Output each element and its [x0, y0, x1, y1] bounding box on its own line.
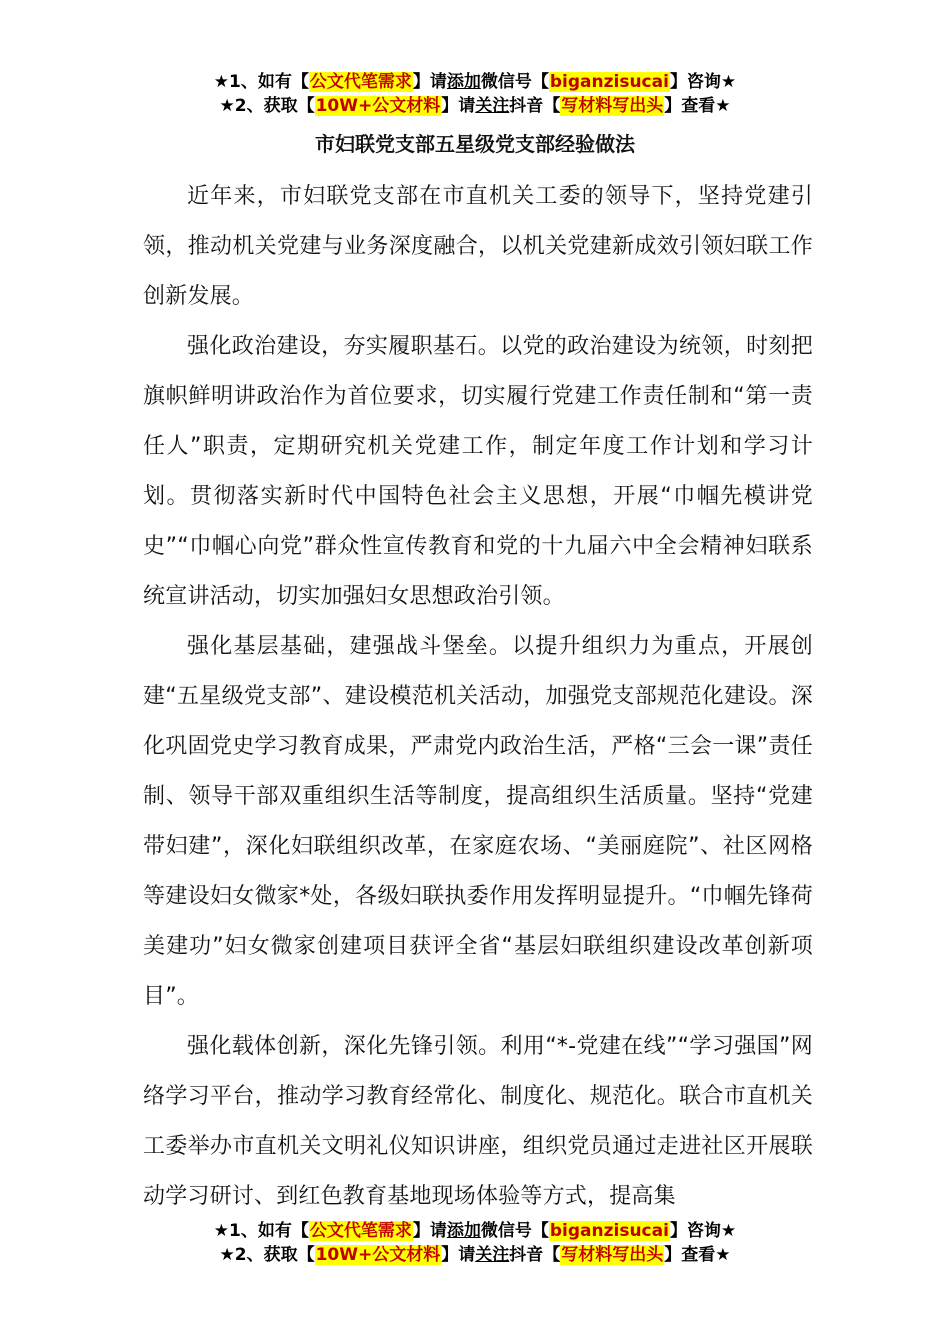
- promo-underlined-follow: 关注: [475, 1245, 510, 1265]
- promo-line-2-suffix: 】查看★: [664, 96, 731, 116]
- promo-underlined-follow: 关注: [475, 96, 510, 116]
- promo-line-1-prefix: ★1、如有【: [213, 72, 309, 92]
- paragraph-intro: 近年来，市妇联党支部在市直机关工委的领导下，坚持党建引领，推动机关党建与业务深度融合，以机关党建新成效引领妇联工作创新发展。: [143, 184, 813, 309]
- promo-line-1-mid1: 】请: [412, 72, 447, 92]
- promo-line-2-suffix: 】查看★: [664, 1245, 731, 1265]
- promo-line-1: [0, 1219, 950, 1243]
- promo-line-1-mid2: 微信号【: [480, 1221, 549, 1241]
- promo-line-1-mid2: 微信号【: [480, 72, 549, 92]
- promo-highlight-service: 公文代笔需求: [309, 72, 412, 92]
- promo-highlight-service: 公文代笔需求: [309, 1221, 412, 1241]
- paragraph-political-construction: 强化政治建设，夯实履职基石。以党的政治建设为统领，时刻把旗帜鲜明讲政治作为首位要求，切实履行党建工作责任制和“第一责任人”职责，定期研究机关党建工作，制定年度工作计划和学习计划。贯彻落实新时代中国特色社会主义思想，开展“巾帼先模讲党史”“巾帼心向党”群众性宣传教育和党的十九届六中全会精神妇联系统宣讲活动，切实加强妇女思想政治引领。: [143, 334, 813, 609]
- promo-line-2-mid1: 】请: [441, 96, 476, 116]
- promo-highlight-douyin: 写材料写出头: [561, 96, 664, 116]
- promo-highlight-materials: 10W+公文材料: [315, 1245, 441, 1265]
- promo-line-1-suffix: 】咨询★: [669, 72, 737, 92]
- paragraph-grassroots-foundation: 强化基层基础，建强战斗堡垒。以提升组织力为重点，开展创建“五星级党支部”、建设模范机关活动，加强党支部规范化建设。深化巩固党史学习教育成果，严肃党内政治生活，严格“三会一课”责任制、领导干部双重组织生活等制度，提高组织生活质量。坚持“党建带妇建”，深化妇联组织改革，在家庭农场、“美丽庭院”、社区网格等建设妇女微家*处，各级妇联执委作用发挥明显提升。“巾帼先锋荷美建功”妇女微家创建项目获评全省“基层妇联组织建设改革创新项目”。: [143, 634, 813, 1009]
- promo-highlight-wechat-id: biganzisucai: [549, 72, 669, 92]
- promo-line-1-prefix: ★1、如有【: [213, 1221, 309, 1241]
- promo-line-2: [0, 1243, 950, 1267]
- document-title: 市妇联党支部五星级党支部经验做法: [315, 132, 635, 156]
- promo-line-2-prefix: ★2、获取【: [219, 96, 315, 116]
- promo-underlined-add: 添加: [446, 72, 481, 92]
- document-body: [143, 172, 813, 1222]
- promo-line-2-prefix: ★2、获取【: [219, 1245, 315, 1265]
- promo-highlight-wechat-id: biganzisucai: [549, 1221, 669, 1241]
- promo-line-1-suffix: 】咨询★: [669, 1221, 737, 1241]
- promo-line-2: [0, 94, 950, 118]
- promo-underlined-add: 添加: [446, 1221, 481, 1241]
- promo-line-1: [0, 70, 950, 94]
- promo-highlight-douyin: 写材料写出头: [561, 1245, 664, 1265]
- bottom-promo-banner: [0, 1219, 950, 1267]
- promo-line-1-mid1: 】请: [412, 1221, 447, 1241]
- promo-line-2-mid2: 抖音【: [509, 96, 561, 116]
- promo-line-2-mid2: 抖音【: [509, 1245, 561, 1265]
- paragraph-carrier-innovation: 强化载体创新，深化先锋引领。利用“*-党建在线”“学习强国”网络学习平台，推动学习教育经常化、制度化、规范化。联合市直机关工委举办市直机关文明礼仪知识讲座，组织党员通过走进社区开展联动学习研讨、到红色教育基地现场体验等方式，提高集: [143, 1034, 813, 1209]
- promo-highlight-materials: 10W+公文材料: [315, 96, 441, 116]
- top-promo-banner: [0, 70, 950, 118]
- promo-line-2-mid1: 】请: [441, 1245, 476, 1265]
